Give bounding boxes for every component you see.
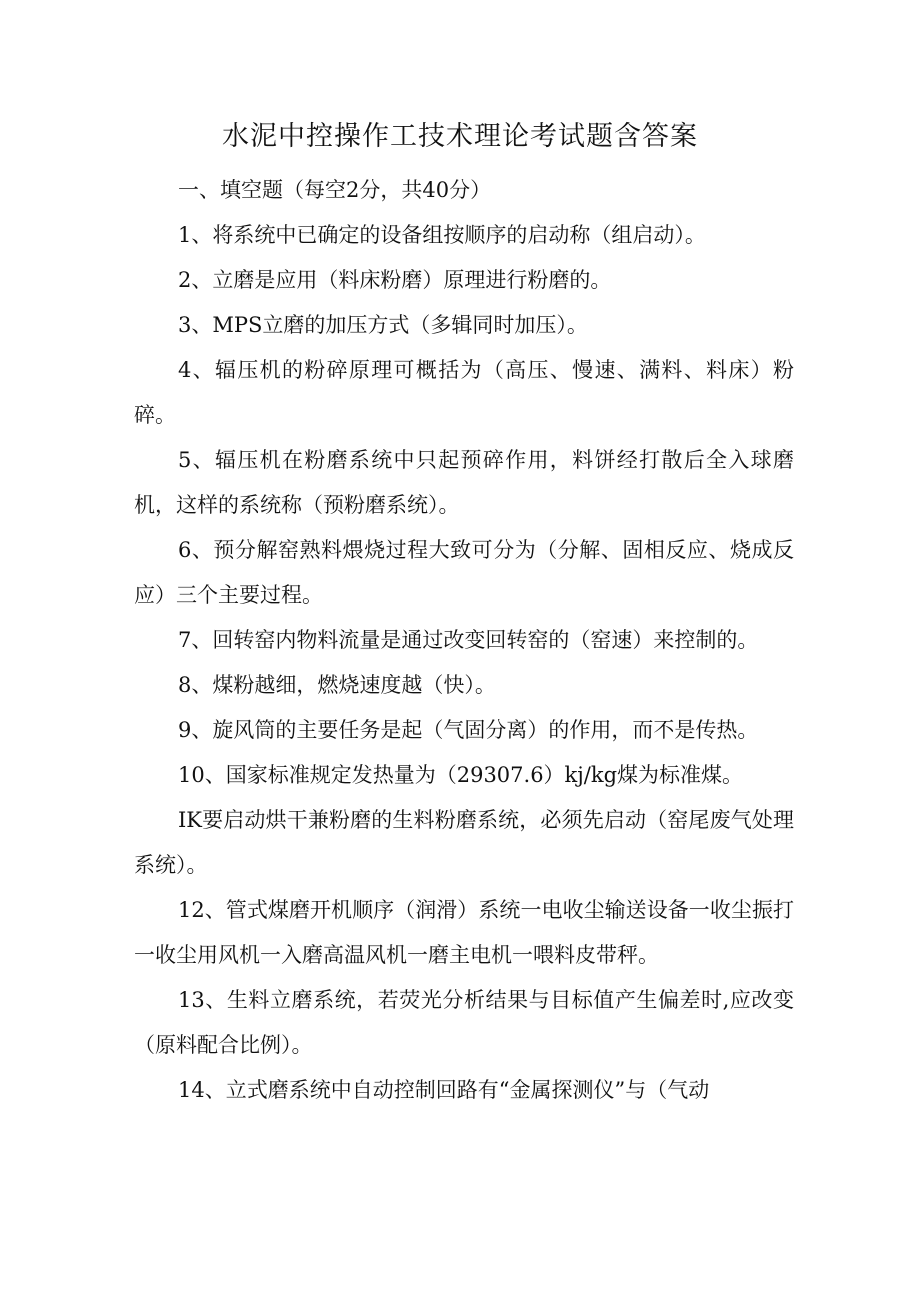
question-3: 3、MPS立磨的加压方式（多辑同时加压）。 xyxy=(178,313,588,337)
question-1: 1、将系统中已确定的设备组按顺序的启动称（组启动）。 xyxy=(178,223,706,247)
question-10: 10、国家标准规定发热量为（29307.6）kj/kg煤为标准煤。 xyxy=(178,763,744,787)
question-4: 4、辐压机的粉碎原理可概括为（高压、慢速、满料、料床）粉碎。 xyxy=(134,358,794,427)
question-5: 5、辐压机在粉磨系统中只起预碎作用，料饼经打散后全入球磨机，这样的系统称（预粉磨系统）。 xyxy=(134,448,794,517)
question-8: 8、煤粉越细，燃烧速度越（快）。 xyxy=(178,673,496,697)
question-12: 12、管式煤磨开机顺序（润滑）系统一电收尘输送设备一收尘振打一收尘用风机一入磨高温风机一磨主电机一喂料皮带秤。 xyxy=(134,898,794,967)
question-11: IK要启动烘干兼粉磨的生料粉磨系统，必须先启动（窑尾废气处理系统）。 xyxy=(134,808,794,877)
question-2: 2、立磨是应用（料床粉磨）原理进行粉磨的。 xyxy=(178,268,612,292)
question-14: 14、立式磨系统中自动控制回路有“金属探测仪”与（气动 xyxy=(178,1078,710,1102)
question-13: 13、生料立磨系统，若荧光分析结果与目标值产生偏差时,应改变（原料配合比例）。 xyxy=(134,988,794,1057)
question-9: 9、旋风筒的主要任务是起（气固分离）的作用，而不是传热。 xyxy=(178,718,759,742)
document-title: 水泥中控操作工技术理论考试题含答案 xyxy=(222,121,698,152)
document-body xyxy=(134,168,794,1113)
question-7: 7、回转窑内物料流量是通过改变回转窑的（窑速）来控制的。 xyxy=(178,628,759,652)
section-heading: 一、填空题（每空2分，共40分） xyxy=(178,178,492,202)
question-6: 6、预分解窑熟料煨烧过程大致可分为（分解、固相反应、烧成反应）三个主要过程。 xyxy=(134,538,794,607)
